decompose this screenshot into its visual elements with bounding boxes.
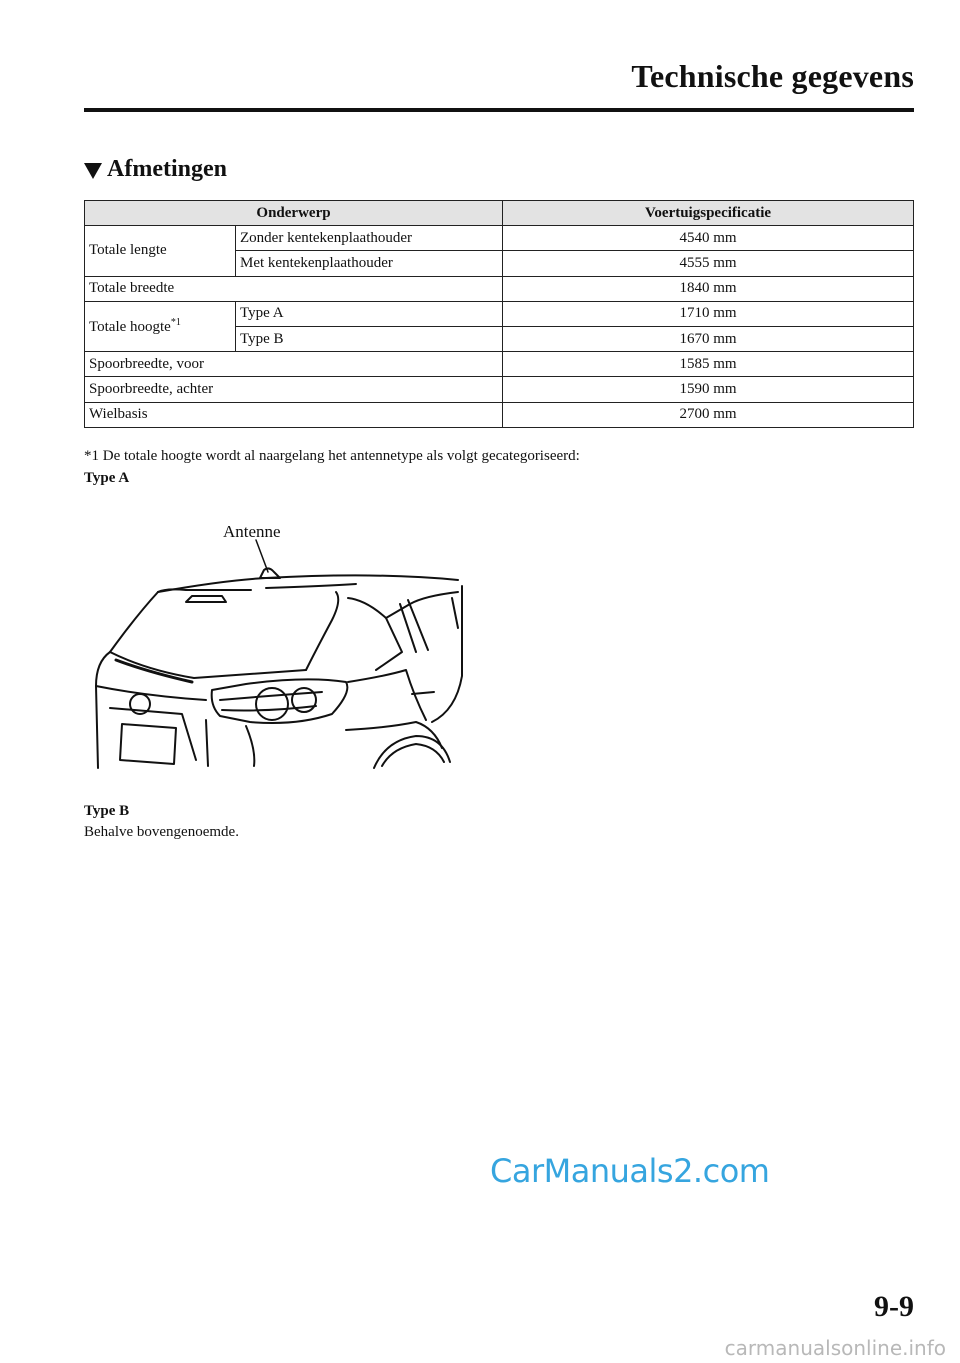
type-a-heading: Type A bbox=[84, 470, 130, 486]
dimensions-table bbox=[84, 200, 914, 428]
row-label-total-height bbox=[85, 301, 236, 351]
row-value: 1710 mm bbox=[503, 301, 914, 326]
table-row bbox=[85, 352, 914, 377]
table-row bbox=[85, 276, 914, 301]
footnote: *1 De totale hoogte wordt al naargelang het antennetype als volgt gecategoriseerd: bbox=[84, 448, 580, 464]
row-value: 2700 mm bbox=[503, 402, 914, 427]
row-label-wheelbase: Wielbasis bbox=[85, 402, 503, 427]
antenna-leader-line bbox=[256, 540, 268, 572]
table-row bbox=[85, 226, 914, 251]
header-rule bbox=[84, 108, 914, 112]
row-value: 1840 mm bbox=[503, 276, 914, 301]
table-row bbox=[85, 301, 914, 326]
type-b-description: Behalve bovengenoemde. bbox=[84, 824, 239, 840]
total-height-label: Totale hoogte bbox=[89, 318, 171, 335]
triangle-down-icon bbox=[84, 163, 102, 179]
section-heading bbox=[84, 156, 227, 183]
row-value: 4555 mm bbox=[503, 251, 914, 276]
watermark-carmanualsonline: carmanualsonline.info bbox=[724, 1336, 946, 1360]
table-row bbox=[85, 402, 914, 427]
row-sub-label: Met kentekenplaathouder bbox=[236, 251, 503, 276]
row-sub-label: Type A bbox=[236, 301, 503, 326]
section-title: Afmetingen bbox=[107, 156, 227, 182]
antenna-label: Antenne bbox=[223, 522, 281, 541]
table-header-spec: Voertuigspecificatie bbox=[503, 201, 914, 226]
row-sub-label: Zonder kentekenplaathouder bbox=[236, 226, 503, 251]
row-value: 1670 mm bbox=[503, 326, 914, 351]
table-header-item: Onderwerp bbox=[85, 201, 503, 226]
car-rear-antenna-illustration bbox=[86, 500, 466, 775]
row-label-total-width: Totale breedte bbox=[85, 276, 503, 301]
watermark-carmanuals2: CarManuals2.com bbox=[490, 1152, 770, 1190]
table-row bbox=[85, 377, 914, 402]
page-header-title: Technische gegevens bbox=[631, 58, 914, 94]
row-sub-label: Type B bbox=[236, 326, 503, 351]
row-label-total-length: Totale lengte bbox=[85, 226, 236, 276]
row-value: 1585 mm bbox=[503, 352, 914, 377]
table-header-row bbox=[85, 201, 914, 226]
row-value: 4540 mm bbox=[503, 226, 914, 251]
footnote-ref: *1 bbox=[170, 316, 181, 328]
row-label-track-front: Spoorbreedte, voor bbox=[85, 352, 503, 377]
page-number: 9-9 bbox=[874, 1290, 914, 1323]
row-value: 1590 mm bbox=[503, 377, 914, 402]
type-b-heading: Type B bbox=[84, 803, 130, 819]
row-label-track-rear: Spoorbreedte, achter bbox=[85, 377, 503, 402]
